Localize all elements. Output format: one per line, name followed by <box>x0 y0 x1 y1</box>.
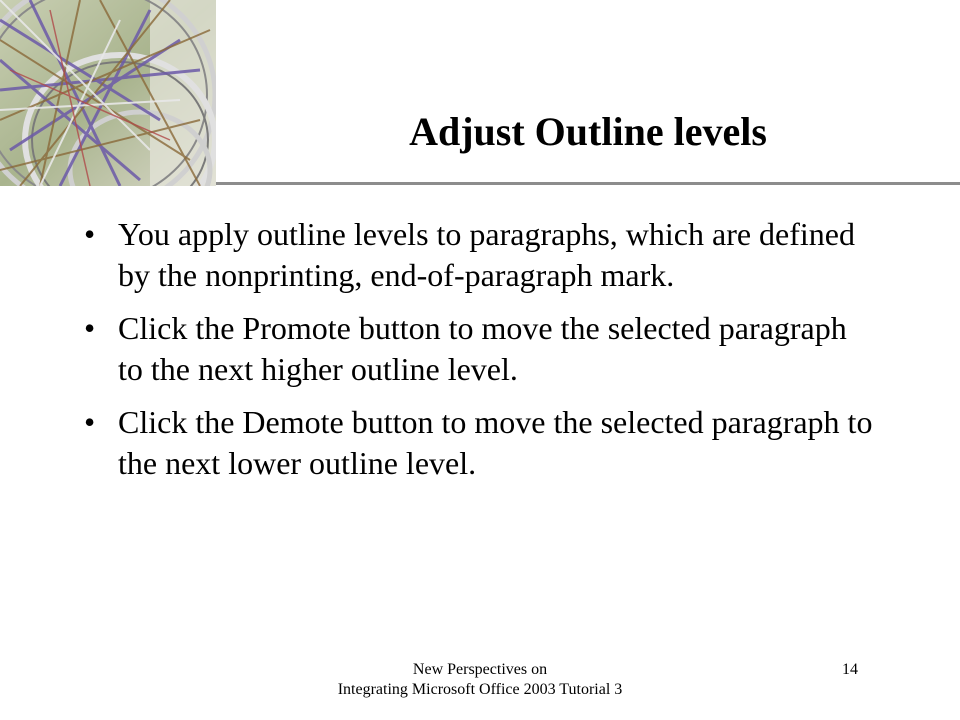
footer-line-2: Integrating Microsoft Office 2003 Tutorial 3 <box>337 681 623 698</box>
wire-sphere-photo-icon <box>0 0 216 186</box>
bullet-item: • Click the Promote button to move the selected paragraph to the next higher outline level. <box>78 308 878 390</box>
bullet-item: • Click the Demote button to move the selected paragraph to the next lower outline level. <box>78 402 878 484</box>
slide-title: Adjust Outline levels <box>409 108 767 154</box>
bullet-item: • You apply outline levels to paragraphs, which are defined by the nonprinting, end-of-paragraph mark. <box>78 214 878 296</box>
footer-text <box>280 660 680 700</box>
bullet-list <box>78 214 878 496</box>
footer-line-1: New Perspectives on <box>412 661 548 678</box>
page-number: 14 <box>842 661 858 678</box>
title-divider <box>216 182 960 185</box>
